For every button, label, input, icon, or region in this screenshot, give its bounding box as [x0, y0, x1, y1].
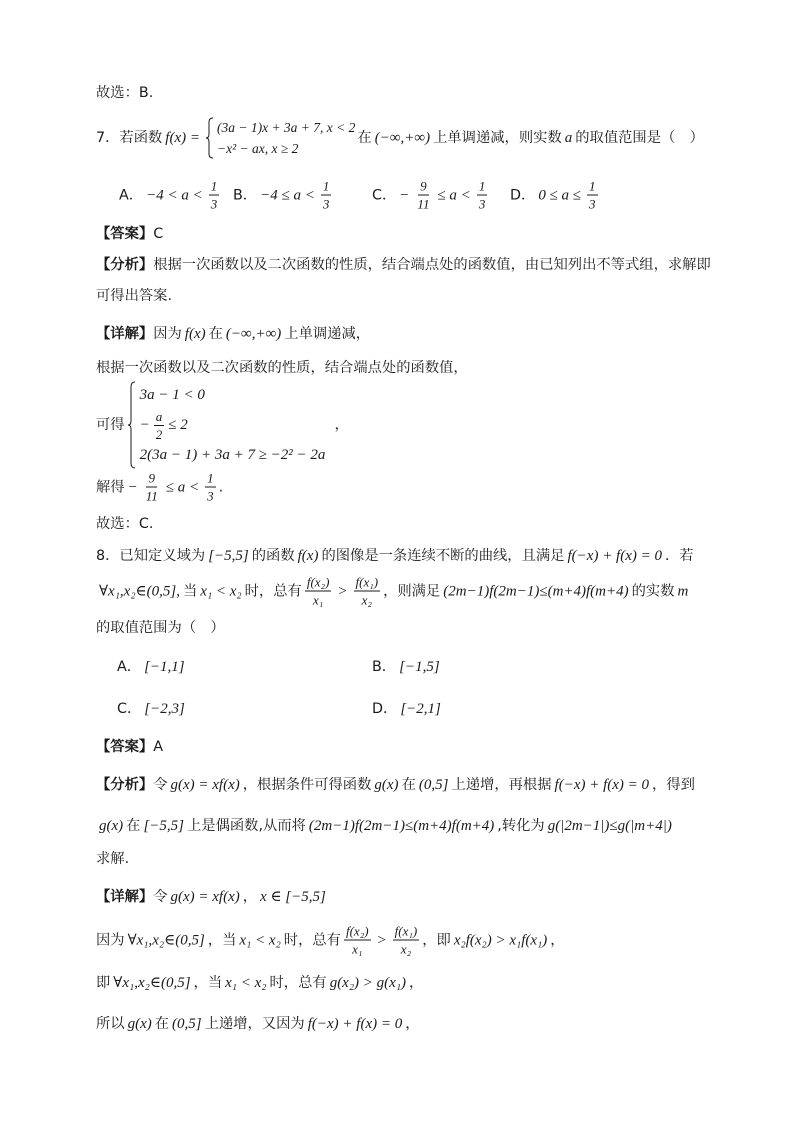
system-row-1: [139, 380, 327, 410]
fraction-numerator: a: [155, 408, 163, 424]
q8-detail-line-4: [96, 1014, 420, 1034]
q7-option-a: [119, 179, 222, 212]
fraction-denominator: 11: [417, 196, 430, 212]
q7-answer: [96, 224, 163, 244]
option-label: C．: [372, 187, 397, 203]
system-tail: ，: [334, 417, 349, 433]
option-expression: −4 < a <: [146, 187, 203, 203]
interval: (−∞,+∞): [225, 326, 282, 342]
q7-conclusion: 故选：C.: [96, 516, 154, 532]
q7-option-d: [510, 179, 601, 212]
system-inequality-2: ≤ 2: [168, 416, 188, 433]
analysis-text: ，得到: [652, 777, 695, 793]
system-row-2: [139, 410, 327, 440]
q7-stem: [96, 117, 704, 159]
condition-inequality: (2m−1)f(2m−1)≤(m+4)f(m+4): [308, 818, 495, 834]
fraction: [344, 924, 371, 957]
system-inequality-3: 2(3a − 1) + 3a + 7 ≥ −2² − 2a: [139, 446, 326, 463]
function-name: g(x): [127, 1016, 152, 1032]
interval: (0,5]: [418, 777, 449, 793]
detail-text: 上递增，又因为: [204, 1016, 305, 1032]
q7-number: 7．: [96, 130, 120, 146]
q8-stem-line-3: [96, 618, 225, 638]
q7-stem-text-4: 的取值范围是（ ）: [575, 130, 704, 146]
fraction: [209, 179, 220, 212]
detail-text: ，即: [422, 932, 451, 948]
q8-option-c: [117, 699, 188, 719]
fraction-denominator: 2: [155, 426, 163, 442]
q7-piecewise: [205, 117, 355, 159]
fraction: [205, 471, 216, 504]
q8-detail-line-2: [96, 924, 565, 957]
function-name: g(x): [374, 777, 399, 793]
analysis-text: 上是偶函数,从而将: [187, 818, 306, 834]
fraction-denominator: x₂: [400, 941, 412, 957]
fraction: [393, 924, 420, 957]
option-label: B．: [233, 187, 258, 203]
g-definition: g(x) = xf(x): [170, 777, 240, 793]
q7-analysis-line-1: [96, 255, 711, 275]
system-brace: [127, 381, 136, 469]
detail-text: ，: [405, 1016, 420, 1032]
q8-analysis-line-2: [96, 816, 675, 836]
analysis-text: 令: [153, 777, 168, 793]
detail-text: 因为: [96, 932, 125, 948]
detail-text: 令: [153, 889, 168, 905]
option-label: D．: [372, 701, 398, 717]
function-name: f(x): [297, 548, 319, 564]
solve-minus: −: [127, 479, 138, 495]
q7-stem-text-1: 若函数: [119, 130, 163, 146]
q8-stem-line-2: [96, 575, 691, 608]
domain-interval: [−5,5]: [143, 818, 184, 834]
fraction-numerator: 1: [589, 178, 596, 194]
option-value: [−2,3]: [144, 701, 185, 717]
detail-text: 即: [96, 975, 111, 991]
solve-lead: 解得: [96, 479, 125, 495]
system-lead: 可得: [96, 417, 125, 433]
detail-text: ，: [409, 975, 424, 991]
piecewise-rows: [217, 117, 355, 159]
analysis-text: 在: [126, 818, 141, 834]
fraction: [477, 179, 488, 212]
q8-option-b: [372, 657, 443, 677]
answer-value: A: [153, 739, 163, 755]
q8-analysis-line-3: [96, 849, 129, 869]
answer-label: 【答案】: [96, 226, 154, 242]
option-label: C．: [117, 701, 142, 717]
q8-analysis-line-1: [96, 775, 695, 795]
detail-text: 所以: [96, 1016, 125, 1032]
detail-text: 在: [154, 1016, 170, 1032]
piecewise-case-2: −x² − ax, x ≥ 2: [216, 141, 299, 156]
piecewise-brace: [205, 117, 214, 159]
fraction-denominator: 3: [207, 488, 214, 504]
fraction-denominator: x₁: [312, 592, 324, 608]
condition-inequality: (2m−1)f(2m−1)≤(m+4)f(m+4): [443, 583, 629, 599]
system-rows: [139, 380, 327, 470]
forall-expression: ∀x₁,x₂∈(0,5],: [99, 583, 180, 599]
inequality: x₁ < x₂: [239, 932, 281, 948]
greater-than: >: [337, 583, 348, 599]
piecewise-brace-path: [206, 118, 213, 158]
g-definition: g(x) = xf(x): [170, 889, 240, 905]
option-label: B．: [372, 659, 397, 675]
q6-conclusion: 故选：B.: [96, 85, 154, 101]
q8-stem-line-1: [96, 546, 694, 566]
analysis-text: ，根据条件可得函数: [242, 777, 372, 793]
q7-option-c: [372, 179, 490, 212]
fraction: [321, 179, 332, 212]
stem-text: 的取值范围为（ ）: [96, 620, 225, 636]
fraction-numerator: 9: [420, 178, 427, 194]
domain-interval: [−5,5]: [208, 548, 249, 564]
fraction-denominator: 11: [145, 488, 158, 504]
fraction-numerator: 9: [148, 470, 155, 486]
detail-text: 时，总有: [283, 932, 341, 948]
stem-text: 已知定义域为: [119, 548, 206, 564]
stem-text: 时，总有: [244, 583, 302, 599]
answer-label: 【答案】: [96, 739, 154, 755]
system-block: [127, 380, 327, 470]
solve-end: .: [218, 479, 224, 495]
fraction-denominator: 3: [322, 196, 330, 212]
inequality: x₁ < x₂: [200, 583, 242, 599]
system-minus: −: [139, 416, 150, 433]
fraction: [154, 409, 165, 442]
stem-text: ．若: [665, 548, 694, 564]
odd-function-equation: f(−x) + f(x) = 0: [567, 548, 662, 564]
variable: m: [677, 583, 689, 599]
piecewise-case-1: (3a − 1)x + 3a + 7, x < 2: [216, 120, 356, 135]
detail-text: ，: [550, 932, 565, 948]
q7-detail-line-1: [96, 324, 370, 344]
fraction-numerator: 1: [207, 470, 214, 486]
analysis-text: ,转化为: [497, 818, 545, 834]
detail-text: ，当: [193, 975, 223, 991]
option-minus: −: [399, 187, 410, 203]
option-label: D．: [510, 187, 536, 203]
fraction: [305, 575, 332, 608]
q7-analysis-line-2: [96, 286, 172, 306]
q7-stem-text-3: 上单调递减，则实数: [433, 130, 562, 146]
analysis-text: 上递增，再根据: [451, 777, 552, 793]
fraction-denominator: x₁: [352, 941, 363, 957]
option-value: [−1,1]: [144, 659, 185, 675]
function-name: g(x): [99, 818, 124, 834]
q7-detail-line-2: [96, 358, 468, 378]
analysis-text: 在: [401, 777, 416, 793]
stem-text: 当: [182, 583, 198, 599]
q7-option-b: [233, 179, 334, 212]
option-expression: ≤ a <: [437, 187, 471, 203]
detail-label: 【详解】: [96, 889, 154, 905]
q8-detail-line-3: [96, 973, 423, 993]
fraction-denominator: x₂: [361, 592, 372, 608]
forall-expression: ∀x₁,x₂∈(0,5]: [127, 932, 205, 948]
q6-conclusion-line: [96, 83, 153, 103]
option-value: [−1,5]: [399, 659, 440, 675]
fraction-denominator: 3: [478, 196, 486, 212]
detail-text: 在: [208, 326, 223, 342]
option-expression: 0 ≤ a ≤: [538, 187, 582, 203]
fraction-denominator: 3: [589, 196, 596, 212]
detail-text: 因为: [153, 326, 182, 342]
fraction: [587, 179, 598, 212]
q7-variable: a: [564, 130, 573, 146]
fraction: [354, 575, 381, 608]
stem-text: 的函数: [251, 548, 295, 564]
option-label: A．: [119, 187, 144, 203]
fraction-numerator: f(x₁): [394, 923, 418, 939]
fraction-numerator: f(x₁): [355, 574, 379, 590]
detail-text: 时，总有: [269, 975, 327, 991]
interval: (0,5]: [172, 1016, 202, 1032]
inequality: x₁ < x₂: [225, 975, 267, 991]
q8-option-a: [117, 657, 188, 677]
odd-function-equation: f(−x) + f(x) = 0: [554, 777, 650, 793]
stem-text: 的图像是一条连续不断的曲线，且满足: [321, 548, 565, 564]
fraction-numerator: f(x₂): [345, 923, 369, 939]
answer-value: C: [153, 226, 164, 242]
fraction-numerator: 1: [210, 178, 218, 194]
solve-expression: ≤ a <: [165, 479, 200, 495]
q8-number: 8．: [96, 548, 120, 564]
forall-expression: ∀x₁,x₂∈(0,5]: [113, 975, 191, 991]
result-inequality: x₂f(x₂) > x₁f(x₁): [453, 932, 548, 948]
system-brace-path: [128, 382, 135, 468]
q7-conclusion-line: [96, 514, 153, 534]
q7-stem-text-2: 在: [357, 130, 372, 146]
detail-text: 根据一次函数以及二次函数的性质，结合端点处的函数值，: [96, 360, 468, 376]
q7-interval: (−∞,+∞): [374, 130, 431, 146]
stem-text: 的实数: [631, 583, 675, 599]
stem-text: ，则满足: [383, 583, 441, 599]
fraction-denominator: 3: [210, 196, 218, 212]
q7-inequality-system: [96, 380, 349, 470]
option-expression: −4 ≤ a <: [260, 187, 315, 203]
fraction: [144, 471, 160, 504]
fraction-numerator: 1: [478, 178, 486, 194]
fraction-numerator: 1: [322, 178, 330, 194]
function-name: f(x): [184, 326, 206, 342]
fraction: [415, 179, 431, 212]
fraction-numerator: f(x₂): [306, 574, 330, 590]
detail-text: ，当: [207, 932, 237, 948]
system-row-3: [139, 440, 327, 470]
detail-label: 【详解】: [96, 326, 154, 342]
analysis-text: 求解.: [96, 851, 130, 867]
analysis-text: 可得出答案.: [96, 288, 173, 304]
odd-function-equation: f(−x) + f(x) = 0: [307, 1016, 403, 1032]
result-inequality: g(x₂) > g(x₁): [329, 975, 407, 991]
option-label: A．: [117, 659, 142, 675]
analysis-label: 【分析】: [96, 257, 154, 273]
q7-solve-line: [96, 471, 223, 504]
detail-text: 上单调递减，: [284, 326, 371, 342]
converted-inequality: g(|2m−1|)≤g(|m+4|): [547, 818, 672, 834]
option-value: [−2,1]: [400, 701, 441, 717]
q8-answer: [96, 737, 163, 757]
greater-than: >: [376, 932, 387, 948]
q8-detail-line-1: [96, 887, 329, 907]
domain-interval: x ∈ [−5,5]: [260, 889, 326, 905]
analysis-text: 根据一次函数以及二次函数的性质，结合端点处的函数值，由已知列出不等式组，求解即: [153, 257, 711, 273]
q8-option-d: [372, 699, 444, 719]
detail-text: ，: [242, 889, 258, 905]
analysis-label: 【分析】: [96, 777, 154, 793]
q7-function-name: f(x) =: [165, 130, 200, 146]
system-inequality-1: 3a − 1 < 0: [139, 386, 205, 403]
